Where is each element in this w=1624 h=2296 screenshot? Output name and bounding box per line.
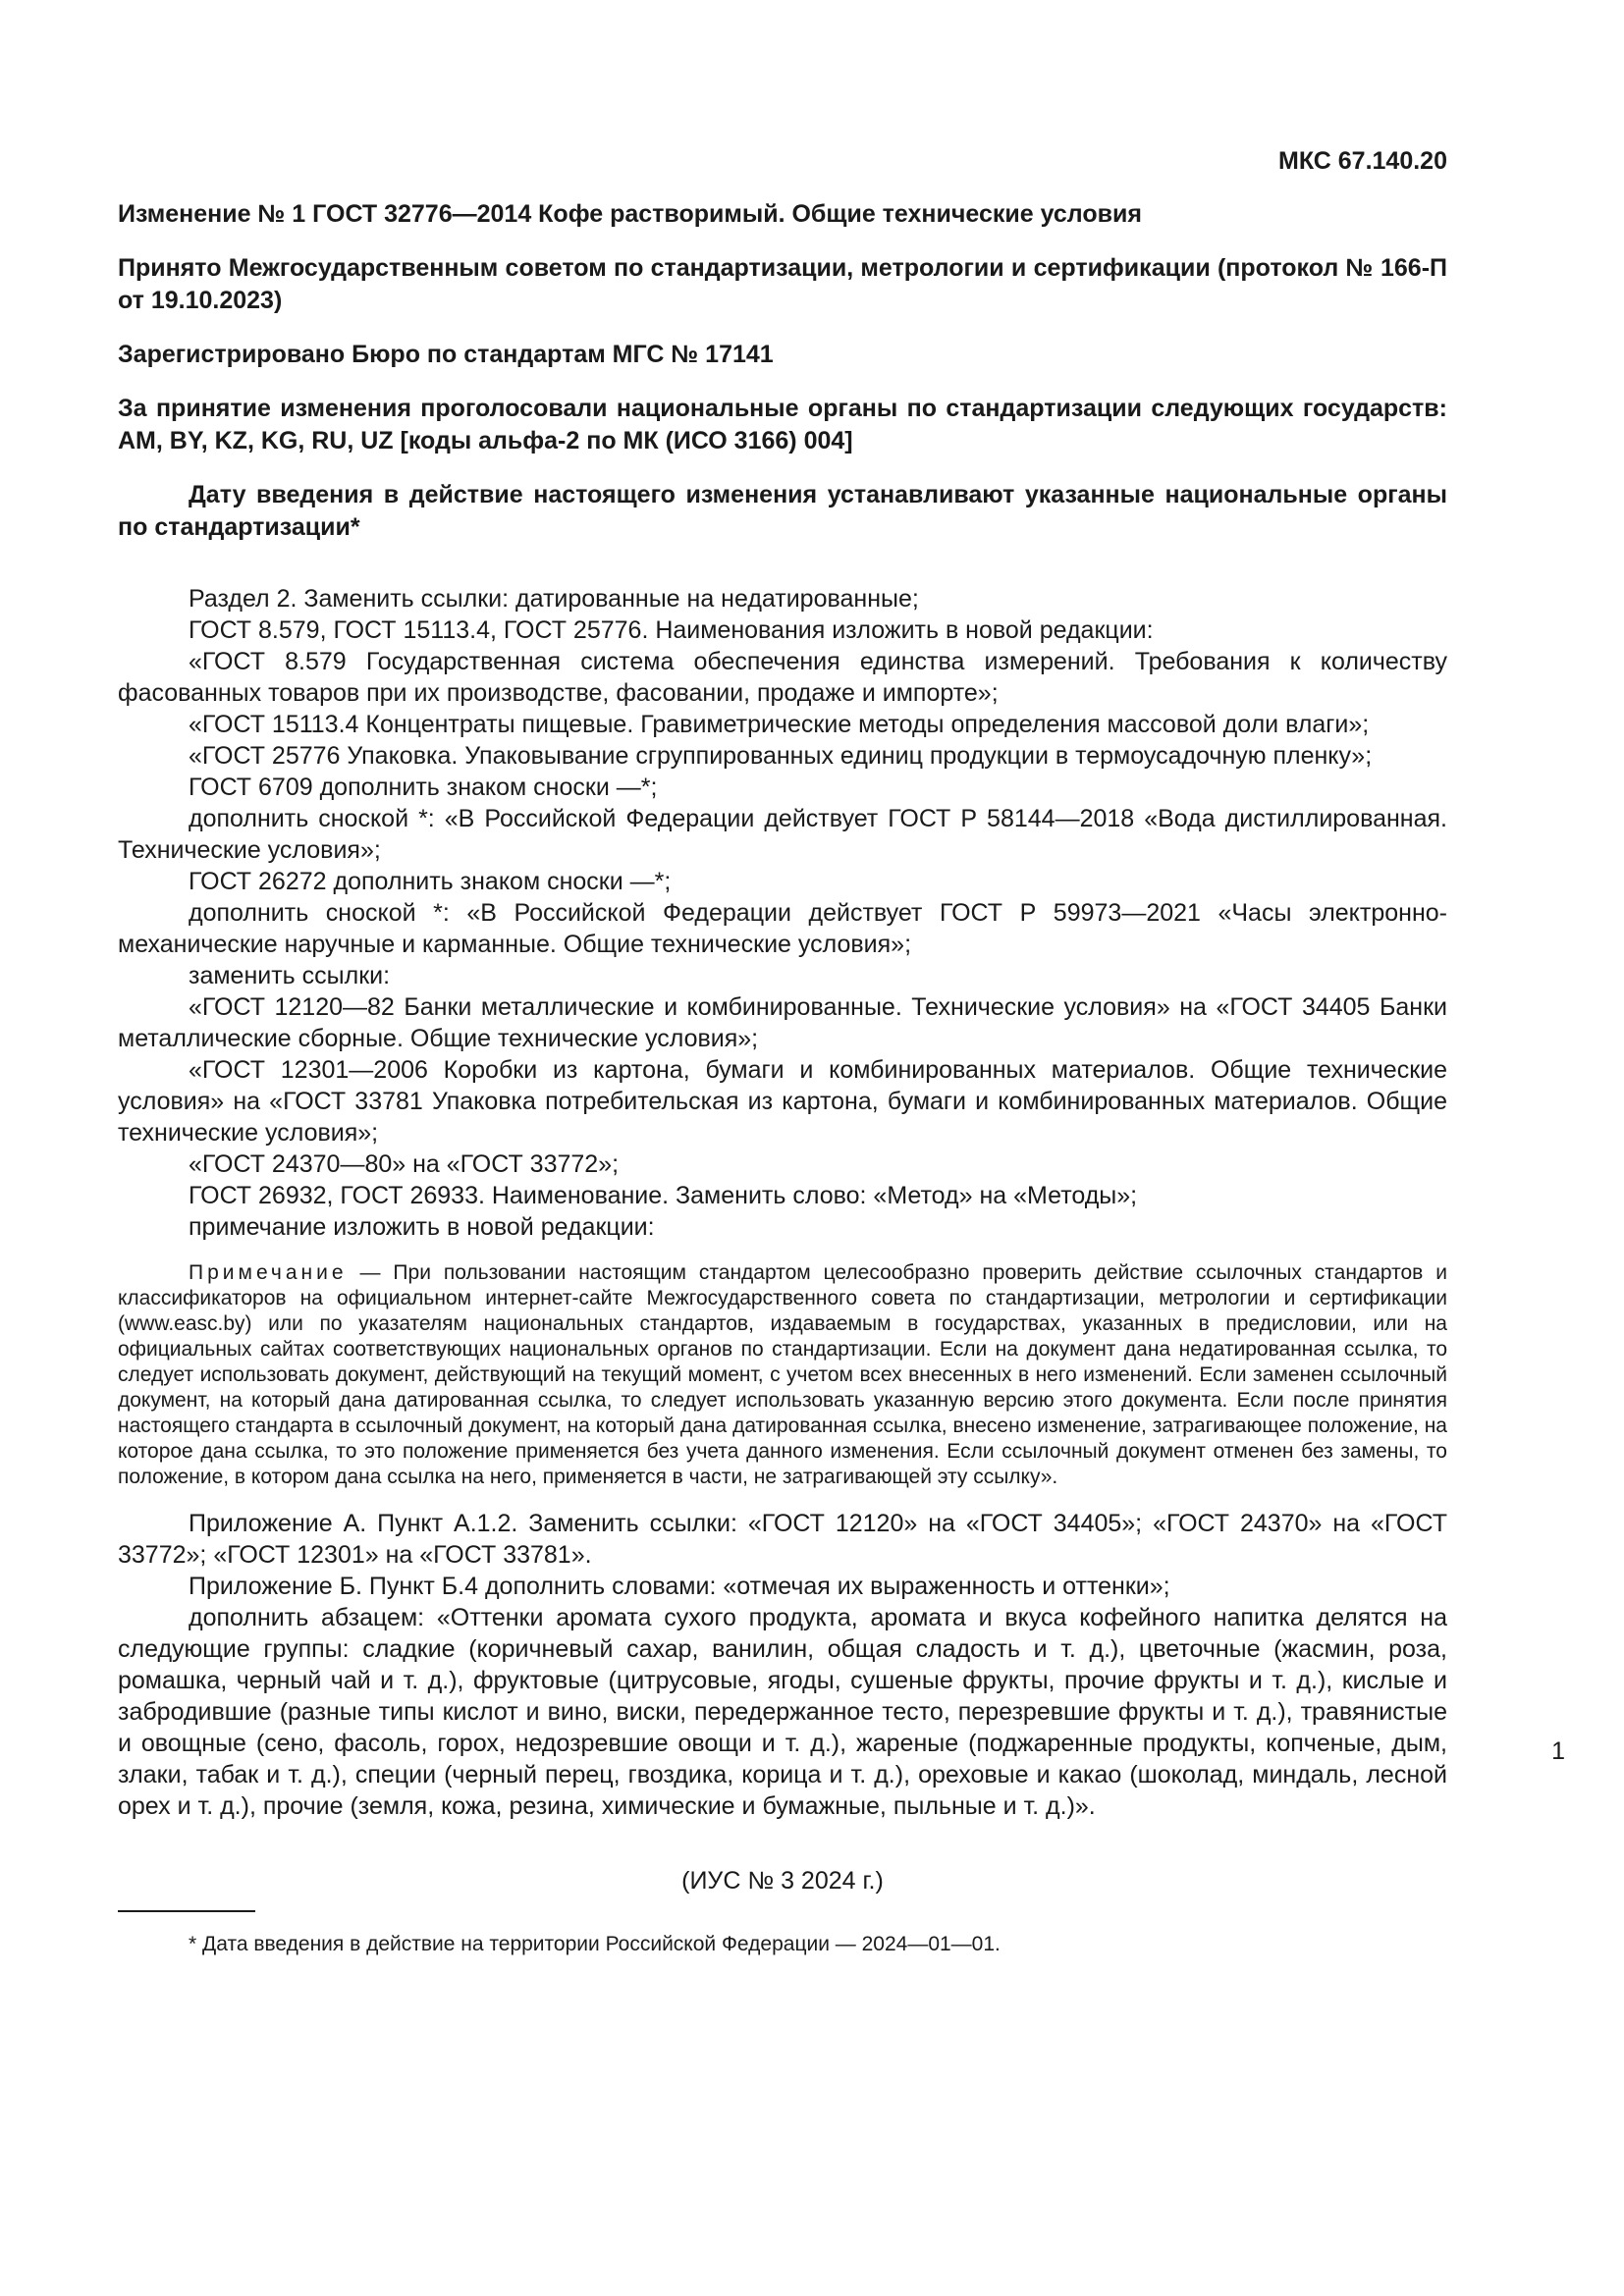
adopted-statement: Принято Межгосударственным советом по стандартизации, метрологии и сертификации (протокол № 166-П от 19.10.2023) xyxy=(118,254,1447,314)
body-paragraph: дополнить сноской *: «В Российской Федерации действует ГОСТ Р 59973—2021 «Часы электронно-механические наручные и карманные. Общие технические условия»; xyxy=(118,899,1447,958)
body-paragraph: «ГОСТ 12120—82 Банки металлические и комбинированные. Технические условия» на «ГОСТ 34405 Банки металлические сборные. Общие технические условия»; xyxy=(118,993,1447,1052)
body-paragraph: ГОСТ 26932, ГОСТ 26933. Наименование. Заменить слово: «Метод» на «Методы»; xyxy=(189,1182,1138,1209)
body-paragraph: ГОСТ 6709 дополнить знаком сноски —*; xyxy=(189,774,658,801)
note-paragraph xyxy=(118,1260,1447,1490)
registration-statement: Зарегистрировано Бюро по стандартам МГС № 17141 xyxy=(118,341,774,368)
body-paragraph: Раздел 2. Заменить ссылки: датированные на недатированные; xyxy=(189,585,919,613)
body-paragraph: «ГОСТ 25776 Упаковка. Упаковывание сгруппированных единиц продукции в термоусадочную пленку»; xyxy=(189,742,1373,770)
voting-statement: За принятие изменения проголосовали национальные органы по стандартизации следующих государств: AM, BY, KZ, KG, RU, UZ [коды альфа-2 по МК (ИСО 3166) 004] xyxy=(118,395,1447,454)
amendment-title: Изменение № 1 ГОСТ 32776—2014 Кофе растворимый. Общие технические условия xyxy=(118,200,1142,228)
classification-code: МКС 67.140.20 xyxy=(1278,147,1447,175)
ius-reference: (ИУС № 3 2024 г.) xyxy=(681,1867,884,1895)
body-paragraph: «ГОСТ 8.579 Государственная система обеспечения единства измерений. Требования к количеству фасованных товаров при их производстве, фасовании, продаже и импорте»; xyxy=(118,648,1447,707)
page-content xyxy=(118,145,1565,1957)
note-text: — При пользовании настоящим стандартом целесообразно проверить действие ссылочных стандартов и классификаторов на официальном интернет-сайте Межгосударственного совета по стандартизации, метрологии и сертификации (www.easc.by) или по указателям национальных стандартов, издаваемым в государствах, указанных в предисловии, или на официальных сайтах соответствующих национальных органов по стандартизации. Если на документ дана недатированная ссылка, то следует использовать документ, действующий на текущий момент, с учетом всех внесенных в него изменений. Если заменен ссылочный документ, на который дана датированная ссылка, то следует использовать указанную версию этого документа. Если после принятия настоящего стандарта в ссылочный документ, на который дана датированная ссылка, внесено изменение, затрагивающее положение, на которое дана ссылка, то это положение применяется без учета данного изменения. Если ссылочный документ отменен без замены, то положение, в котором дана ссылка на него, применяется в части, не затрагивающей эту ссылку». xyxy=(118,1261,1447,1488)
body-paragraph: ГОСТ 8.579, ГОСТ 15113.4, ГОСТ 25776. Наименования изложить в новой редакции: xyxy=(189,616,1154,644)
body-paragraph: ГОСТ 26272 дополнить знаком сноски —*; xyxy=(189,868,672,895)
body-paragraph: «ГОСТ 15113.4 Концентраты пищевые. Гравиметрические методы определения массовой доли влаги»; xyxy=(189,711,1370,738)
footnote: * Дата введения в действие на территории Российской Федерации — 2024—01—01. xyxy=(189,1933,1001,1955)
amendment-body xyxy=(118,583,1447,1822)
body-paragraph: примечание изложить в новой редакции: xyxy=(189,1213,655,1241)
effective-date-statement: Дату введения в действие настоящего изменения устанавливают указанные национальные органы по стандартизации* xyxy=(118,481,1447,541)
note-lead: Примечание xyxy=(189,1261,348,1284)
body-paragraph: «ГОСТ 12301—2006 Коробки из картона, бумаги и комбинированных материалов. Общие технические условия» на «ГОСТ 33781 Упаковка потребительская из картона, бумаги и комбинированных материалов. Общие технические условия»; xyxy=(118,1056,1447,1147)
annex-b-paragraph: дополнить абзацем: «Оттенки аромата сухого продукта, аромата и вкуса кофейного напитка делятся на следующие группы: сладкие (коричневый сахар, ванилин, общая сладость и т. д.), цветочные (жасмин, роза, ромашка, черный чай и т. д.), фруктовые (цитрусовые, ягоды, сушеные фрукты, прочие фрукты и т. д.), кислые и забродившие (разные типы кислот и вино, виски, передержанное тесто, перезревшие фрукты и т. д.), травянистые и овощные (сено, фасоль, горох, недозревшие овощи и т. д.), жареные (поджаренные продукты, копченые, дым, злаки, табак и т. д.), специи (черный перец, гвоздика, корица и т. д.), ореховые и какао (шоколад, миндаль, лесной орех и т. д.), прочие (земля, кожа, резина, химические и бумажные, пыльные и т. д.)». xyxy=(118,1604,1447,1820)
body-paragraph: «ГОСТ 24370—80» на «ГОСТ 33772»; xyxy=(189,1150,620,1178)
body-paragraph: дополнить сноской *: «В Российской Федерации действует ГОСТ Р 58144—2018 «Вода дистиллированная. Технические условия»; xyxy=(118,805,1447,864)
annex-a-paragraph: Приложение А. Пункт А.1.2. Заменить ссылки: «ГОСТ 12120» на «ГОСТ 34405»; «ГОСТ 24370» на «ГОСТ 33772»; «ГОСТ 12301» на «ГОСТ 33781». xyxy=(118,1510,1447,1569)
page-number: 1 xyxy=(1551,1737,1565,1765)
footnote-separator xyxy=(118,1910,255,1912)
body-paragraph: заменить ссылки: xyxy=(189,962,391,989)
annex-b-paragraph: Приложение Б. Пункт Б.4 дополнить словами: «отмечая их выраженность и оттенки»; xyxy=(189,1573,1170,1600)
